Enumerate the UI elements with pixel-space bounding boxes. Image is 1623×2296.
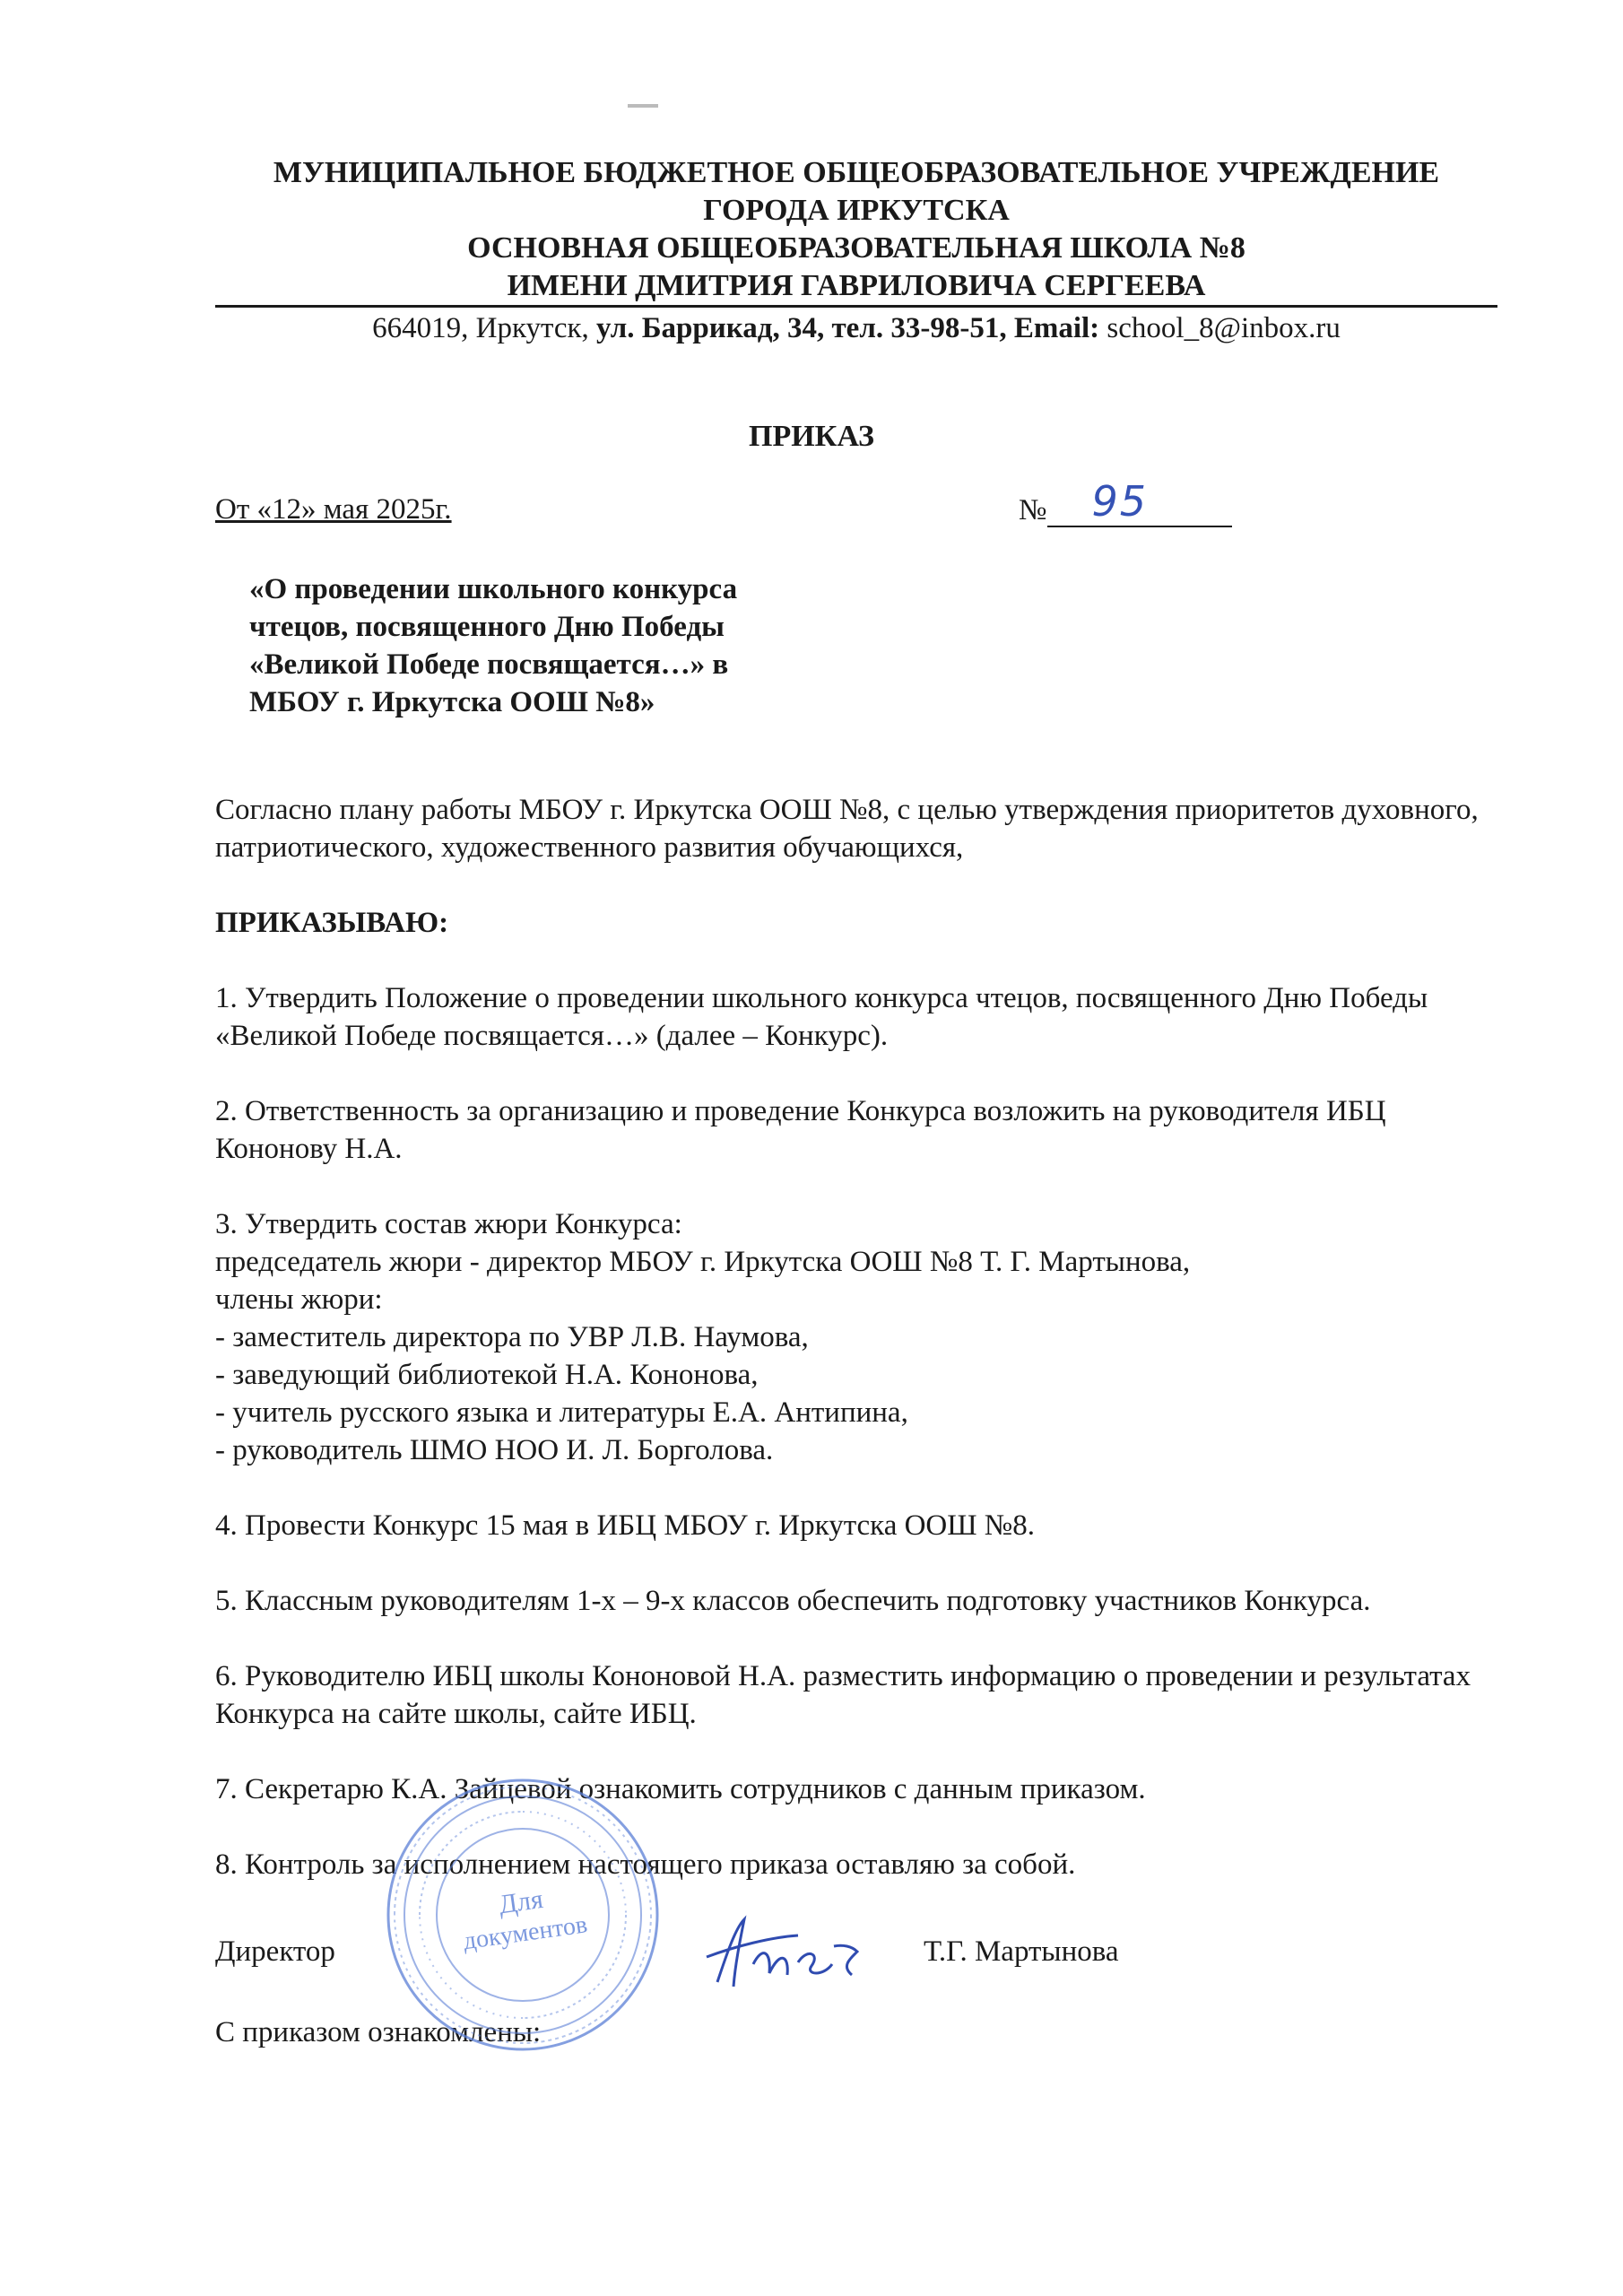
intro-paragraph: Согласно плану работы МБОУ г. Иркутска ООШ №8, с целью утверждения приоритетов духовного, патриотического, художественного развития обучающихся, [215, 794, 1479, 864]
order-date: От «12» мая 2025г. [215, 493, 452, 526]
letterhead-line-3: ОСНОВНАЯ ОБЩЕОБРАЗОВАТЕЛЬНАЯ ШКОЛА №8 [467, 231, 1245, 265]
director-signature [699, 1901, 870, 2000]
letterhead-line-2: ГОРОДА ИРКУТСКА [703, 194, 1010, 227]
order-subject: «О проведении школьного конкурса чтецов, посвященного Дню Победы «Великой Победе посвящается…» в МБОУ г. Иркутска ООШ №8» [249, 573, 738, 718]
item-3-member-1: - заместитель директора по УВР Л.В. Наумова, [215, 1321, 809, 1353]
document-title: ПРИКАЗ [749, 420, 874, 453]
stamp-center-text-2: документов [461, 1910, 589, 1956]
item-3-member-3: - учитель русского языка и литературы Е.А. Антипина, [215, 1396, 908, 1429]
item-8: 8. Контроль за исполнением настоящего приказа оставляю за собой. [215, 1848, 1076, 1881]
order-number-line [1047, 477, 1232, 527]
item-3-members: члены жюри: [215, 1283, 383, 1316]
item-3-member-2: - заведующий библиотекой Н.А. Кононова, [215, 1359, 759, 1391]
item-2: 2. Ответственность за организацию и проведение Конкурса возложить на руководителя ИБЦ Кононову Н.А. [215, 1095, 1386, 1165]
order-number-handwritten: 95 [1091, 477, 1149, 526]
order-number [1019, 477, 1232, 527]
address-postcode-city: 664019, Иркутск, [372, 312, 589, 344]
acquainted-line: С приказом ознакомлены: [215, 2016, 542, 2048]
letterhead-line-1: МУНИЦИПАЛЬНОЕ БЮДЖЕТНОЕ ОБЩЕОБРАЗОВАТЕЛЬНОЕ УЧРЕЖДЕНИЕ [273, 156, 1440, 189]
item-6: 6. Руководителю ИБЦ школы Кононовой Н.А. разместить информацию о проведении и результатах Конкурса на сайте школы, сайте ИБЦ. [215, 1660, 1471, 1730]
item-3-chair: председатель жюри - директор МБОУ г. Иркутска ООШ №8 Т. Г. Мартынова, [215, 1246, 1191, 1278]
item-4: 4. Провести Конкурс 15 мая в ИБЦ МБОУ г. Иркутска ООШ №8. [215, 1509, 1036, 1542]
school-seal-stamp [384, 1776, 662, 2054]
letterhead [215, 154, 1497, 308]
item-3-member-4: - руководитель ШМО НОО И. Л. Борголова. [215, 1434, 774, 1466]
school-address [215, 310, 1497, 346]
order-body [215, 791, 1506, 1883]
item-7: 7. Секретарю К.А. Зайцевой ознакомить сотрудников с данным приказом. [215, 1773, 1146, 1805]
letterhead-line-4: ИМЕНИ ДМИТРИЯ ГАВРИЛОВИЧА СЕРГЕЕВА [215, 267, 1497, 308]
signature-position: Директор [215, 1935, 335, 1968]
item-5: 5. Классным руководителям 1-х – 9-х классов обеспечить подготовку участников Конкурса. [215, 1585, 1371, 1617]
order-word: ПРИКАЗЫВАЮ: [215, 907, 449, 939]
address-street-phone: ул. Баррикад, 34, тел. 33-98-51, Email: [588, 312, 1100, 344]
item-1: 1. Утвердить Положение о проведении школьного конкурса чтецов, посвященного Дню Победы «Великой Победе посвящается…» (далее – Конкурс). [215, 982, 1428, 1052]
item-3-title: 3. Утвердить состав жюри Конкурса: [215, 1208, 682, 1240]
scan-mark [628, 104, 658, 108]
stamp-center-text-1: Для [497, 1883, 545, 1920]
signature-name: Т.Г. Мартынова [924, 1935, 1119, 1968]
address-email: school_8@inbox.ru [1099, 312, 1341, 344]
order-number-label: № [1019, 494, 1047, 526]
